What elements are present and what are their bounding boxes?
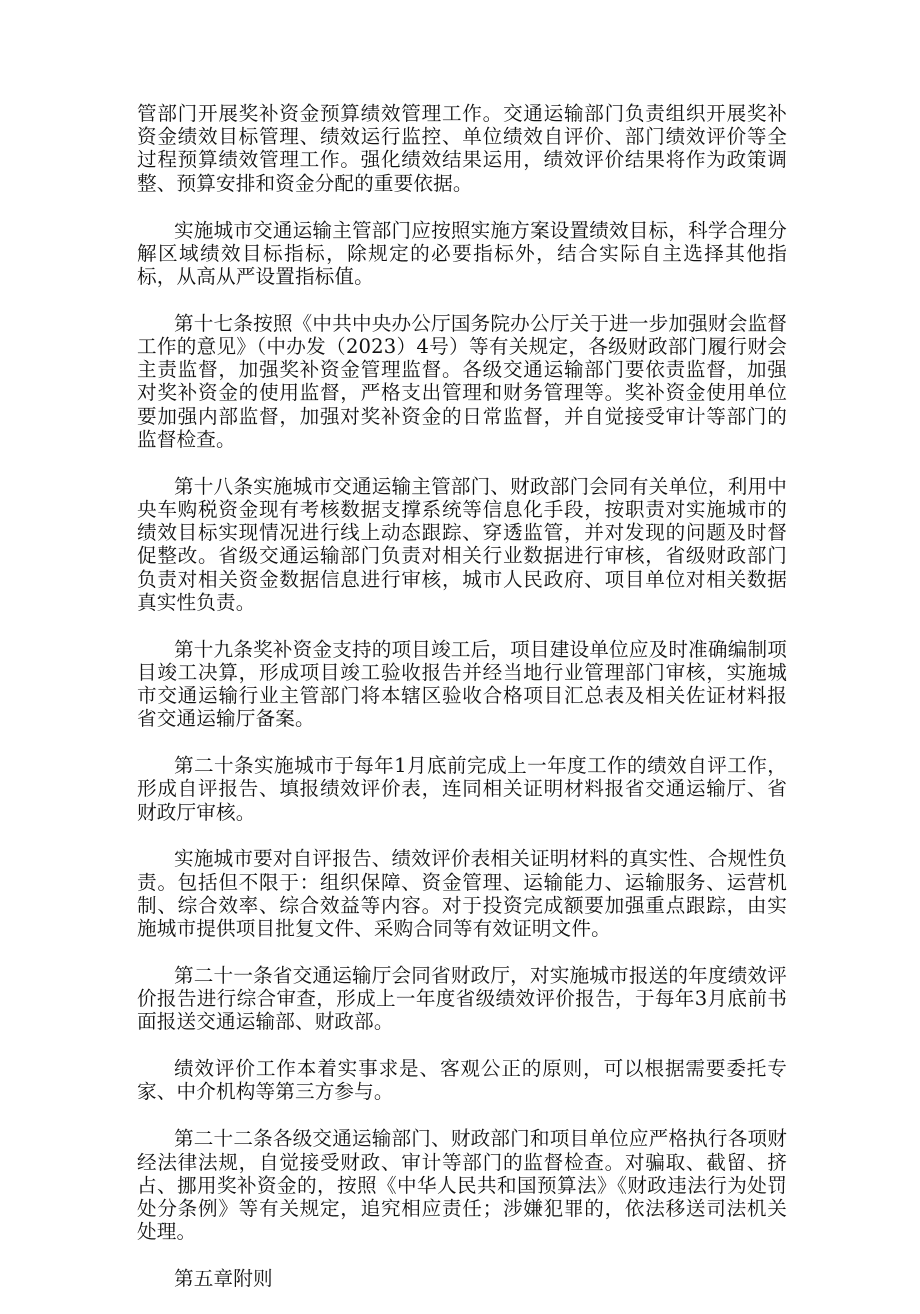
paragraph-performance-targets: 实施城市交通运输主管部门应按照实施方案设置绩效目标，科学合理分解区域绩效目标指标，除规定的必要指标外，结合实际自主选择其他指标，从高从严设置指标值。	[137, 218, 787, 288]
paragraph-continuation-budget-performance: 管部门开展奖补资金预算绩效管理工作。交通运输部门负责组织开展奖补资金绩效目标管理、绩效运行监控、单位绩效自评价、部门绩效评价等全过程预算绩效管理工作。强化绩效结果运用，绩效评价结果将作为政策调整、预算安排和资金分配的重要依据。	[137, 102, 787, 195]
document-body	[137, 102, 787, 1314]
chapter-heading-supplementary-provisions: 第五章附则	[174, 1267, 273, 1290]
paragraph-evaluation-principle: 绩效评价工作本着实事求是、客观公正的原则，可以根据需要委托专家、中介机构等第三方参与。	[137, 1057, 787, 1104]
paragraph-article-19: 第十九条奖补资金支持的项目竣工后，项目建设单位应及时准确编制项目竣工决算，形成项目竣工验收报告并经当地行业管理部门审核，实施城市交通运输行业主管部门将本辖区验收合格项目汇总表及相关佐证材料报省交通运输厅备案。	[137, 637, 787, 731]
paragraph-self-evaluation-responsibility: 实施城市要对自评报告、绩效评价表相关证明材料的真实性、合规性负责。包括但不限于：组织保障、资金管理、运输能力、运输服务、运营机制、综合效率、综合效益等内容。对于投资完成额要加强重点跟踪，由实施城市提供项目批复文件、采购合同等有效证明文件。	[137, 847, 787, 941]
paragraph-article-22: 第二十二条各级交通运输部门、财政部门和项目单位应严格执行各项财经法律法规，自觉接受财政、审计等部门的监督检查。对骗取、截留、挤占、挪用奖补资金的，按照《中华人民共和国预算法》《财政违法行为处罚处分条例》等有关规定，追究相应责任；涉嫌犯罪的，依法移送司法机关处理。	[137, 1127, 787, 1244]
paragraph-article-17: 第十七条按照《中共中央办公厅国务院办公厅关于进一步加强财会监督工作的意见》（中办发（2023）4号）等有关规定，各级财政部门履行财会主责监督，加强奖补资金管理监督。各级交通运输部门要依责监督，加强对奖补资金的使用监督，严格支出管理和财务管理等。奖补资金使用单位要加强内部监督，加强对奖补资金的日常监督，并自觉接受审计等部门的监督检查。	[137, 311, 787, 451]
paragraph-article-21: 第二十一条省交通运输厅会同省财政厅，对实施城市报送的年度绩效评价报告进行综合审查，形成上一年度省级绩效评价报告，于每年3月底前书面报送交通运输部、财政部。	[137, 963, 787, 1034]
paragraph-article-18: 第十八条实施城市交通运输主管部门、财政部门会同有关单位，利用中央车购税资金现有考核数据支撑系统等信息化手段，按职责对实施城市的绩效目标实现情况进行线上动态跟踪、穿透监管，并对发现的问题及时督促整改。省级交通运输部门负责对相关行业数据进行审核，省级财政部门负责对相关资金数据信息进行审核，城市人民政府、项目单位对相关数据真实性负责。	[137, 474, 787, 614]
paragraph-article-20: 第二十条实施城市于每年1月底前完成上一年度工作的绩效自评工作，形成自评报告、填报绩效评价表，连同相关证明材料报省交通运输厅、省财政厅审核。	[137, 754, 787, 824]
